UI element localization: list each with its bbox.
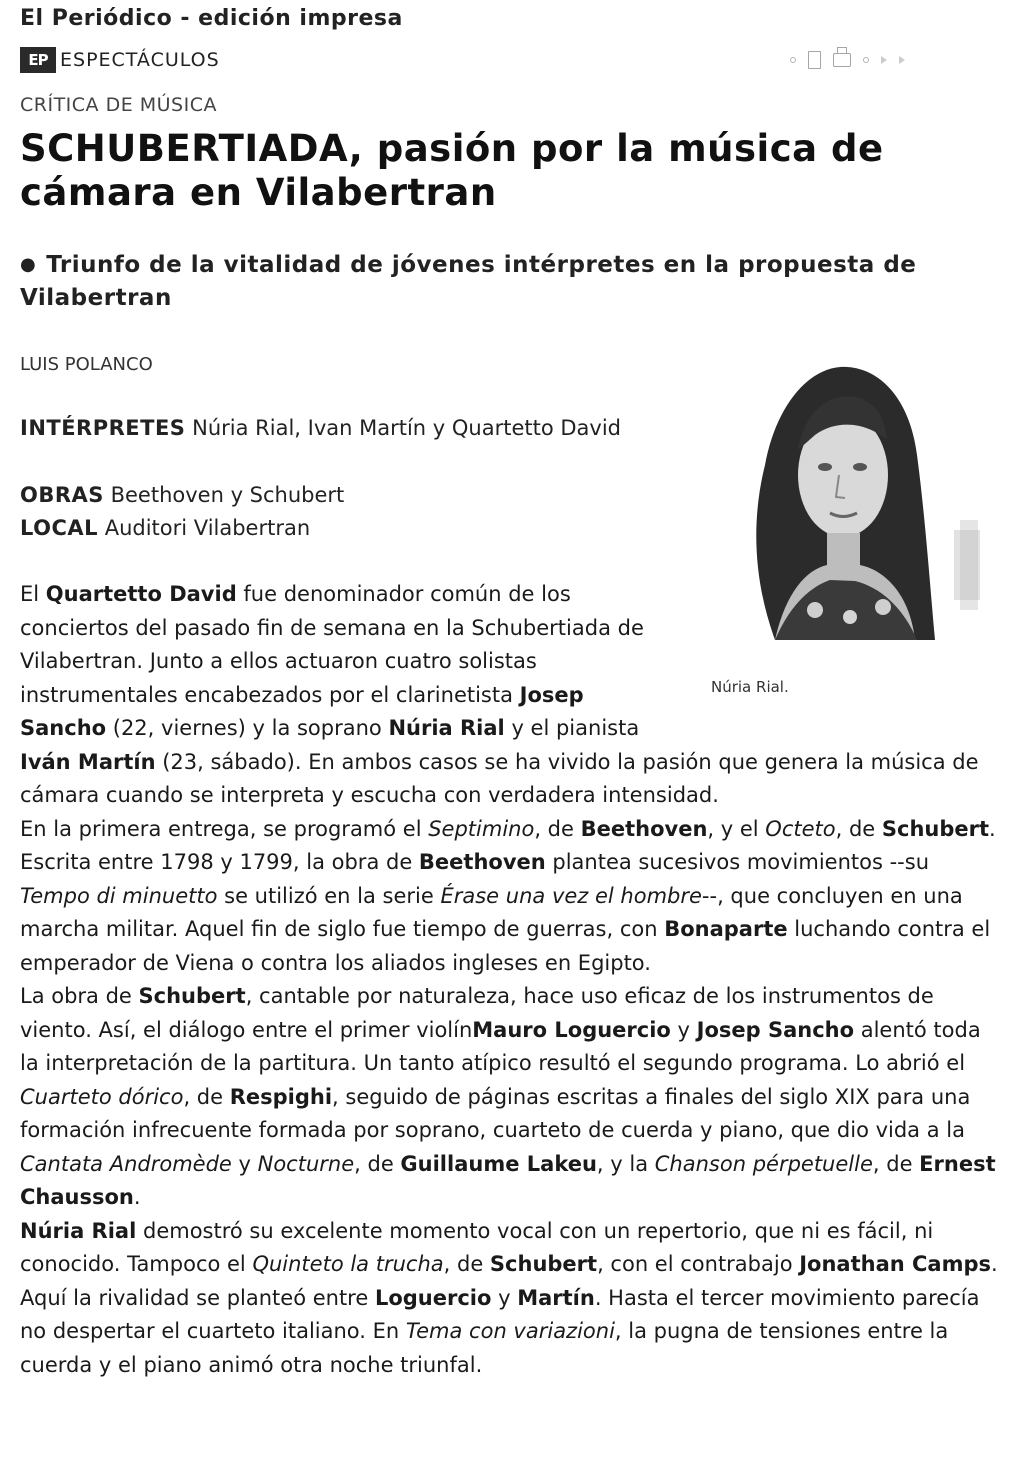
work-title: Septimino: [428, 816, 535, 841]
article-author: LUIS POLANCO: [20, 354, 153, 375]
text-run: En la primera entrega, se programó el: [20, 816, 429, 841]
text-run: , con el contrabajo: [597, 1252, 800, 1276]
photo-caption: Núria Rial.: [711, 678, 789, 696]
bold-name: Ernest Chausson: [20, 1151, 996, 1209]
work-title: Octeto: [765, 816, 836, 841]
text-run: y el pianista: [504, 716, 640, 740]
article-paragraph: [20, 813, 1005, 981]
dot-icon: [790, 57, 796, 63]
section-label[interactable]: ESPECTÁCULOS: [60, 49, 220, 71]
text-run: , y el: [707, 816, 766, 841]
bold-name: Schubert: [881, 816, 990, 841]
text-run: , de: [443, 1252, 490, 1276]
bold-name: Martín: [517, 1285, 595, 1310]
bold-name: Núria Rial: [388, 716, 505, 740]
text-run: . Aquí la rivalidad se planteó entre: [20, 1252, 998, 1310]
text-run: , de: [835, 816, 882, 841]
arrow-icon[interactable]: [881, 56, 887, 64]
article-headline: SCHUBERTIADA, pasión por la música de cámara en Vilabertran: [20, 127, 884, 214]
ep-logo: EP: [20, 47, 56, 73]
text-run: --, que concluyen en una marcha militar. Aquel fin de siglo fue tiempo de guerras, con: [20, 883, 963, 941]
dot-icon: [863, 57, 869, 63]
credit-label: LOCAL: [20, 516, 99, 540]
work-title: Quinteto la trucha: [252, 1252, 444, 1276]
bold-name: Beethoven: [418, 850, 546, 874]
text-run: fue denominador común de los conciertos del pasado fin de semana en la Schubertiada de Vilabertran. Junto a ellos actuaron cuatro solistas instrumentales encabezados por el clarinetista: [20, 582, 644, 707]
article-paragraph: [20, 1215, 1005, 1383]
work-title: Nocturne: [257, 1151, 355, 1176]
bold-name: Schubert: [489, 1252, 598, 1276]
arrow-icon[interactable]: [899, 56, 905, 64]
section-header: [20, 46, 220, 74]
credits-interpretes: [20, 411, 720, 445]
text-run: , y la: [596, 1151, 655, 1176]
work-title: Cuarteto dórico: [20, 1084, 184, 1109]
text-run: , de: [354, 1151, 401, 1176]
credit-label: OBRAS: [20, 483, 104, 507]
article-kicker: CRÍTICA DE MÚSICA: [20, 94, 217, 116]
credit-value: Núria Rial, Ivan Martín y Quartetto David: [192, 416, 622, 440]
credits-obras: [20, 478, 720, 512]
work-title: Chanson pérpetuelle: [654, 1151, 873, 1176]
bold-name: Quartetto David: [45, 582, 237, 606]
publication-title: El Periódico - edición impresa: [20, 6, 403, 31]
photo-float-space: [660, 578, 1005, 728]
credits-local: [20, 511, 720, 545]
credit-value: Auditori Vilabertran: [104, 516, 311, 540]
bold-name: Respighi: [229, 1084, 333, 1109]
bold-name: Guillaume Lakeu: [400, 1151, 597, 1176]
credit-value: Beethoven y Schubert: [110, 483, 345, 507]
text-run: , de: [534, 816, 581, 841]
bold-name: Loguercio: [374, 1285, 492, 1310]
text-run: y: [670, 1017, 697, 1042]
text-run: La obra de: [20, 984, 139, 1008]
bullet-icon: ●: [20, 254, 37, 275]
text-run: (23, sábado). En ambos casos se ha vivido la pasión que genera la música de cámara cuando se interpreta y escucha con verdadera intensidad.: [20, 749, 979, 807]
print-icon[interactable]: [833, 53, 851, 67]
text-run: alentó toda la interpretación de la partitura. Un tanto atípico resultó el segundo programa. Lo abrió el: [20, 1017, 981, 1075]
text-run: . Hasta el tercer movimiento parecía no despertar el cuarteto italiano. En: [20, 1285, 980, 1343]
text-run: y: [231, 1151, 258, 1176]
work-title: Cantata Andromède: [20, 1151, 232, 1176]
text-run: , de: [183, 1084, 230, 1109]
bold-name: Mauro Loguercio: [472, 1017, 671, 1042]
article-body: [20, 578, 1005, 1382]
bookmark-icon[interactable]: [808, 51, 821, 69]
bold-name: Núria Rial: [20, 1218, 137, 1243]
text-run: , seguido de páginas escritas a finales del siglo XIX para una formación infrecuente formada por soprano, cuarteto de cuerda y piano, que dio vida a la: [20, 1084, 971, 1142]
bold-name: Josep Sancho: [20, 682, 584, 740]
text-run: se utilizó en la serie: [217, 883, 441, 908]
work-title: Tempo di minuetto: [20, 883, 218, 908]
article-subhead: [20, 248, 990, 315]
text-run: y: [491, 1285, 518, 1310]
bold-name: Josep Sancho: [696, 1017, 855, 1042]
bold-name: Schubert: [138, 984, 246, 1008]
text-run: demostró su excelente momento vocal con un repertorio, que ni es fácil, ni conocido. Tampoco el: [20, 1218, 934, 1276]
text-run: .: [133, 1185, 141, 1209]
text-run: El: [20, 582, 46, 606]
subhead-text: Triunfo de la vitalidad de jóvenes intérpretes en la propuesta de Vilabertran: [20, 252, 917, 311]
bold-name: Bonaparte: [664, 917, 788, 941]
text-run: (22, viernes) y la soprano: [106, 716, 389, 740]
bold-name: Iván Martín: [20, 749, 156, 774]
article-toolbar: [790, 46, 905, 74]
article-paragraph: [20, 980, 1005, 1215]
text-run: , la pugna de tensiones entre la cuerda y el piano animó otra noche triunfal.: [20, 1319, 949, 1377]
text-run: luchando contra el emperador de Viena o contra los aliados ingleses en Egipto.: [20, 917, 991, 975]
work-title: Tema con variazioni: [405, 1319, 615, 1343]
credit-label: INTÉRPRETES: [20, 416, 186, 440]
text-run: , de: [872, 1151, 920, 1176]
text-run: . Escrita entre 1798 y 1799, la obra de: [20, 816, 996, 874]
bold-name: Jonathan Camps: [799, 1252, 992, 1276]
text-run: , cantable por naturaleza, hace uso eficaz de los instrumentos de viento. Así, el diálogo entre el primer violín: [20, 984, 934, 1042]
bold-name: Beethoven: [580, 816, 708, 841]
text-run: plantea sucesivos movimientos --su: [545, 850, 930, 874]
work-title: Érase una vez el hombre: [440, 883, 702, 908]
